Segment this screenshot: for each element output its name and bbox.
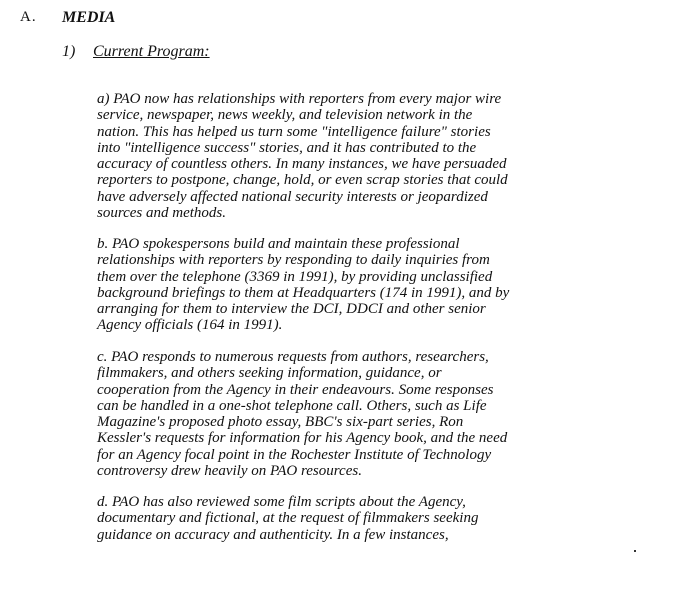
paragraph-line: Magazine's proposed photo essay, BBC's six-part series, Ron xyxy=(97,414,464,431)
section-label: A. xyxy=(20,9,37,25)
paragraph-line: them over the telephone (3369 in 1991), by providing unclassified xyxy=(97,268,493,285)
subsection-number: 1) xyxy=(62,43,76,60)
paragraph-line: can be handled in a one-shot telephone call. Others, such as Life xyxy=(97,397,487,414)
paragraph-line: relationships with reporters by responding to daily inquiries from xyxy=(97,252,490,269)
paragraph-line: service, newspaper, news weekly, and television network in the xyxy=(97,107,473,124)
paragraph-line: Kessler's requests for information for his Agency book, and the need xyxy=(97,430,508,447)
paragraph-line: guidance on accuracy and authenticity. In a few instances, xyxy=(97,526,449,543)
paragraph-line: controversy drew heavily on PAO resources. xyxy=(97,463,362,480)
paragraph-line: filmmakers, and others seeking information, guidance, or xyxy=(97,365,442,382)
paragraph-line: for an Agency focal point in the Rochester Institute of Technology xyxy=(97,446,492,463)
paragraph-line: c. PAO responds to numerous requests from authors, researchers, xyxy=(97,349,489,365)
section-title: MEDIA xyxy=(62,9,116,26)
paragraph-line: background briefings to them at Headquarters (174 in 1991), and by xyxy=(97,284,510,301)
scan-speck xyxy=(634,550,636,552)
paragraph-line: accuracy of countless others. In many instances, we have persuaded xyxy=(97,156,507,173)
paragraph-line: nation. This has helped us turn some "intelligence failure" stories xyxy=(97,123,491,140)
paragraph-line: have adversely affected national security interests or jeopardized xyxy=(97,188,488,205)
paragraph-line: b. PAO spokespersons build and maintain these professional xyxy=(97,236,460,252)
paragraph-line: reporters to postpone, change, hold, or even scrap stories that could xyxy=(97,172,508,189)
paragraph-line: Agency officials (164 in 1991). xyxy=(97,317,283,334)
paragraph-line: d. PAO has also reviewed some film scripts about the Agency, xyxy=(97,494,466,510)
paragraph-d xyxy=(97,494,557,543)
paragraph-a xyxy=(97,91,557,221)
paragraph-line: documentary and fictional, at the request of filmmakers seeking xyxy=(97,510,479,527)
paragraph-line: into "intelligence success" stories, and it has contributed to the xyxy=(97,139,477,156)
paragraph-line: arranging for them to interview the DCI, DDCI and other senior xyxy=(97,301,486,318)
paragraph-line: cooperation from the Agency in their endeavours. Some responses xyxy=(97,381,494,398)
paragraph-line: a) PAO now has relationships with reporters from every major wire xyxy=(97,91,502,107)
paragraph-line: sources and methods. xyxy=(97,205,227,222)
subsection-title: Current Program: xyxy=(93,43,210,60)
paragraph-c xyxy=(97,349,557,479)
paragraph-b xyxy=(97,236,557,334)
